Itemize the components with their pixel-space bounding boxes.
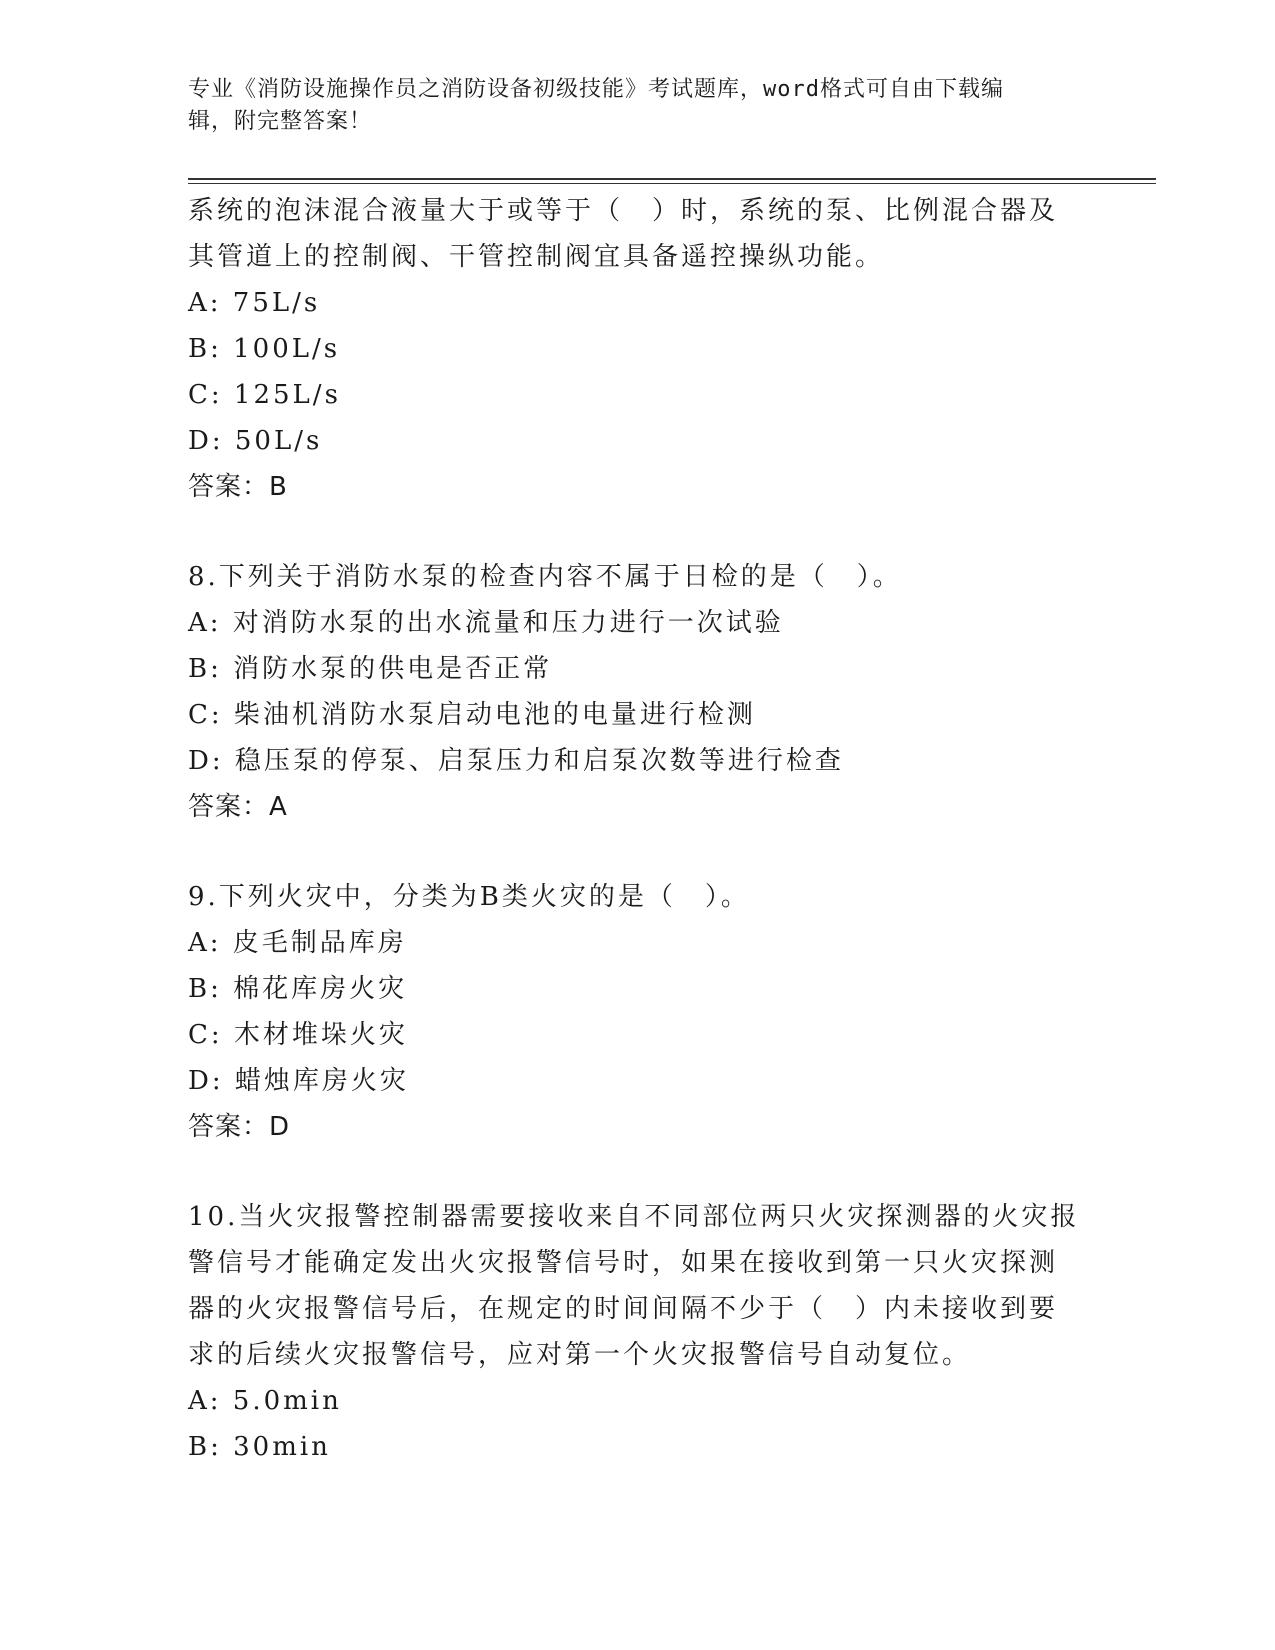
question-7 bbox=[188, 188, 1088, 510]
question-spacer bbox=[188, 830, 1088, 874]
option-a: A: 75L/s bbox=[188, 288, 321, 318]
question-stem-line: 警信号才能确定发出火灾报警信号时，如果在接收到第一只火灾探测 bbox=[188, 1248, 1059, 1278]
header-divider-thick bbox=[188, 178, 1156, 180]
document-body bbox=[188, 188, 1088, 1470]
header-divider-thin bbox=[188, 183, 1156, 184]
question-stem-line: 求的后续火灾报警信号，应对第一个火灾报警信号自动复位。 bbox=[188, 1340, 972, 1370]
document-header bbox=[188, 74, 1068, 138]
option-b: B: 棉花库房火灾 bbox=[188, 974, 408, 1004]
option-d: D: 稳压泵的停泵、启泵压力和启泵次数等进行检查 bbox=[188, 746, 844, 776]
question-9 bbox=[188, 874, 1088, 1150]
question-10 bbox=[188, 1194, 1088, 1470]
header-line-1: 专业《消防设施操作员之消防设备初级技能》考试题库，word格式可自由下载编 bbox=[188, 77, 1004, 102]
question-stem-line: 9.下列火灾中，分类为B类火灾的是（ ）。 bbox=[188, 882, 750, 912]
option-a: A: 5.0min bbox=[188, 1386, 342, 1416]
question-stem-line: 系统的泡沫混合液量大于或等于（ ）时，系统的泵、比例混合器及 bbox=[188, 196, 1059, 226]
option-b: B: 消防水泵的供电是否正常 bbox=[188, 654, 553, 684]
question-stem-line: 10.当火灾报警控制器需要接收来自不同部位两只火灾探测器的火灾报 bbox=[188, 1202, 1080, 1232]
answer-line: 答案：B bbox=[188, 472, 288, 502]
option-c: C: 木材堆垛火灾 bbox=[188, 1020, 408, 1050]
option-a: A: 对消防水泵的出水流量和压力进行一次试验 bbox=[188, 608, 784, 638]
answer-line: 答案：D bbox=[188, 1112, 291, 1142]
question-spacer bbox=[188, 1150, 1088, 1194]
option-c: C: 125L/s bbox=[188, 380, 341, 410]
option-d: D: 50L/s bbox=[188, 426, 323, 456]
option-c: C: 柴油机消防水泵启动电池的电量进行检测 bbox=[188, 700, 756, 730]
question-spacer bbox=[188, 510, 1088, 554]
header-line-2: 辑，附完整答案！ bbox=[188, 109, 373, 134]
option-d: D: 蜡烛库房火灾 bbox=[188, 1066, 409, 1096]
option-a: A: 皮毛制品库房 bbox=[188, 928, 407, 958]
answer-line: 答案：A bbox=[188, 792, 288, 822]
question-stem-line: 器的火灾报警信号后，在规定的时间间隔不少于（ ）内未接收到要 bbox=[188, 1294, 1059, 1324]
option-b: B: 100L/s bbox=[188, 334, 341, 364]
option-b: B: 30min bbox=[188, 1432, 331, 1462]
question-8 bbox=[188, 554, 1088, 830]
question-stem-line: 8.下列关于消防水泵的检查内容不属于日检的是（ ）。 bbox=[188, 562, 902, 592]
question-stem-line: 其管道上的控制阀、干管控制阀宜具备遥控操纵功能。 bbox=[188, 242, 885, 272]
